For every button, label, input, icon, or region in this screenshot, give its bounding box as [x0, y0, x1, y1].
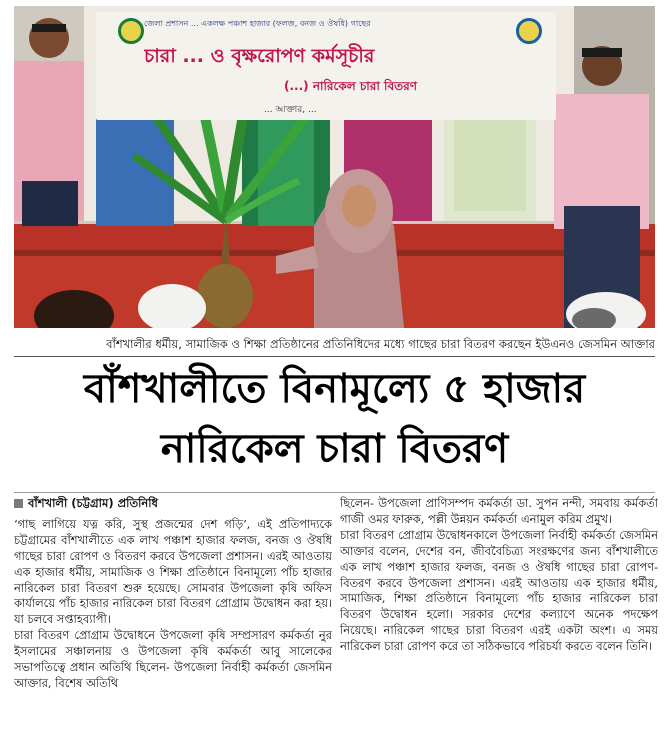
district-logo-icon [118, 18, 144, 44]
banner-line-top: জেলা প্রশাসন ... একলক্ষ পঞ্চাশ হাজার (ফলজ, বনজ ও ঔষধি) গাছের [144, 19, 371, 28]
banner-line-sub: (...) নারিকেল চারা বিতরণ [284, 79, 418, 93]
paragraph: ছিলেন- উপজেলা প্রাণিসম্পদ কর্মকর্তা ডা. সুপন নন্দী, সমবায় কর্মকর্তা গাজী ওমর ফারুক, পল্লী উন্নয়ন কর্মকর্তা এনামুল করিম প্রমুখ। [340, 496, 658, 526]
banner-line-big: চারা ... ও বৃক্ষরোপণ কর্মসূচীর [144, 45, 375, 67]
headline-line-1: বাঁশখালীতে বিনামূল্যে ৫ হাজার [83, 366, 586, 412]
banner-line-small: ... আক্তার, ... [264, 105, 317, 115]
article-column-right [340, 496, 658, 721]
paragraph: চারা বিতরণ প্রোগ্রাম উদ্বোধনকালে উপজেলা নির্বাহী কর্মকর্তা জেসমিন আক্তার বলেন, দেশের বন, জীববৈচিত্র্য সংরক্ষণের জন্য বাঁশখালীতে এক লাখ পঞ্চাশ হাজার ফলজ, বনজ ও ঔষধি গাছের চারা রোপণ-বিতরণ করবে উপজেলা প্রশাসন। এরই আওতায় এক হাজার ধর্মীয়, সামাজিক, শিক্ষা প্রতিষ্ঠানে বিনামূল্যে পাঁচ হাজার নারিকেল চারা বিতরণ উদ্বোধন হলো। সরকার দেশের কল্যাণে অনেক পদক্ষেপ নিয়েছে। নারিকেল গাছের চারা বিতরণ এরই একটা অংশ। এ সময় নারিকেল চারা রোপণ করে তা সঠিকভাবে পরিচর্যা করতে বলেন তিনি। [340, 527, 658, 654]
byline-text: বাঁশখালী (চট্টগ্রাম) প্রতিনিধি [28, 496, 158, 510]
body-divider [14, 492, 655, 493]
byline [14, 496, 332, 512]
byline-square-icon [14, 499, 23, 508]
photo-caption: বাঁশখালীর ধর্মীয়, সামাজিক ও শিক্ষা প্রতিষ্ঠানের প্রতিনিধিদের মধ্যে গাছের চারা বিতরণ করছেন ইউএনও জেসমিন আক্তার [106, 337, 655, 351]
paragraph: চারা বিতরণ প্রোগ্রাম উদ্বোধনে উপজেলা কৃষি সম্প্রসারণ কর্মকর্তা নুর ইসলামের সঞ্চালনায় ও উপজেলা কৃষি কর্মকর্তা আবু সালেকের সভাপতিত্বে প্রধান অতিথি ছিলেন- উপজেলা নির্বাহী কর্মকর্তা জেসমিন আক্তার, বিশেষ অতিথি [14, 628, 332, 690]
headline-line-2: নারিকেল চারা বিতরণ [160, 426, 509, 472]
paragraph: ‘গাছ লাগিয়ে যত্ন করি, সুস্থ প্রজন্মের দেশ গড়ি’, এই প্রতিপাদ্যকে চট্টগ্রামের বাঁশখালীতে এক লাখ পঞ্চাশ হাজার ফলজ, বনজ ও ঔষধি গাছের চারা রোপণ ও বিতরণ করবে উপজেলা প্রশাসন। এরই আওতায় এক হাজার ধর্মীয়, সামাজিক ও শিক্ষা প্রতিষ্ঠানে বিনামূল্যে পাঁচ হাজার নারিকেল চারা বিতরণ শুরু হয়েছে। সোমবার উপজেলা কৃষি অফিস কার্যালয়ে পাঁচ হাজার নারিকেল চারা বিতরণ প্রোগ্রাম উদ্বোধন করা হয়। যা চলবে সপ্তাহব্যাপী। [14, 516, 332, 627]
article-column-left [14, 496, 332, 721]
headline [14, 360, 655, 480]
news-photo [14, 6, 655, 328]
caption-divider [14, 356, 655, 357]
